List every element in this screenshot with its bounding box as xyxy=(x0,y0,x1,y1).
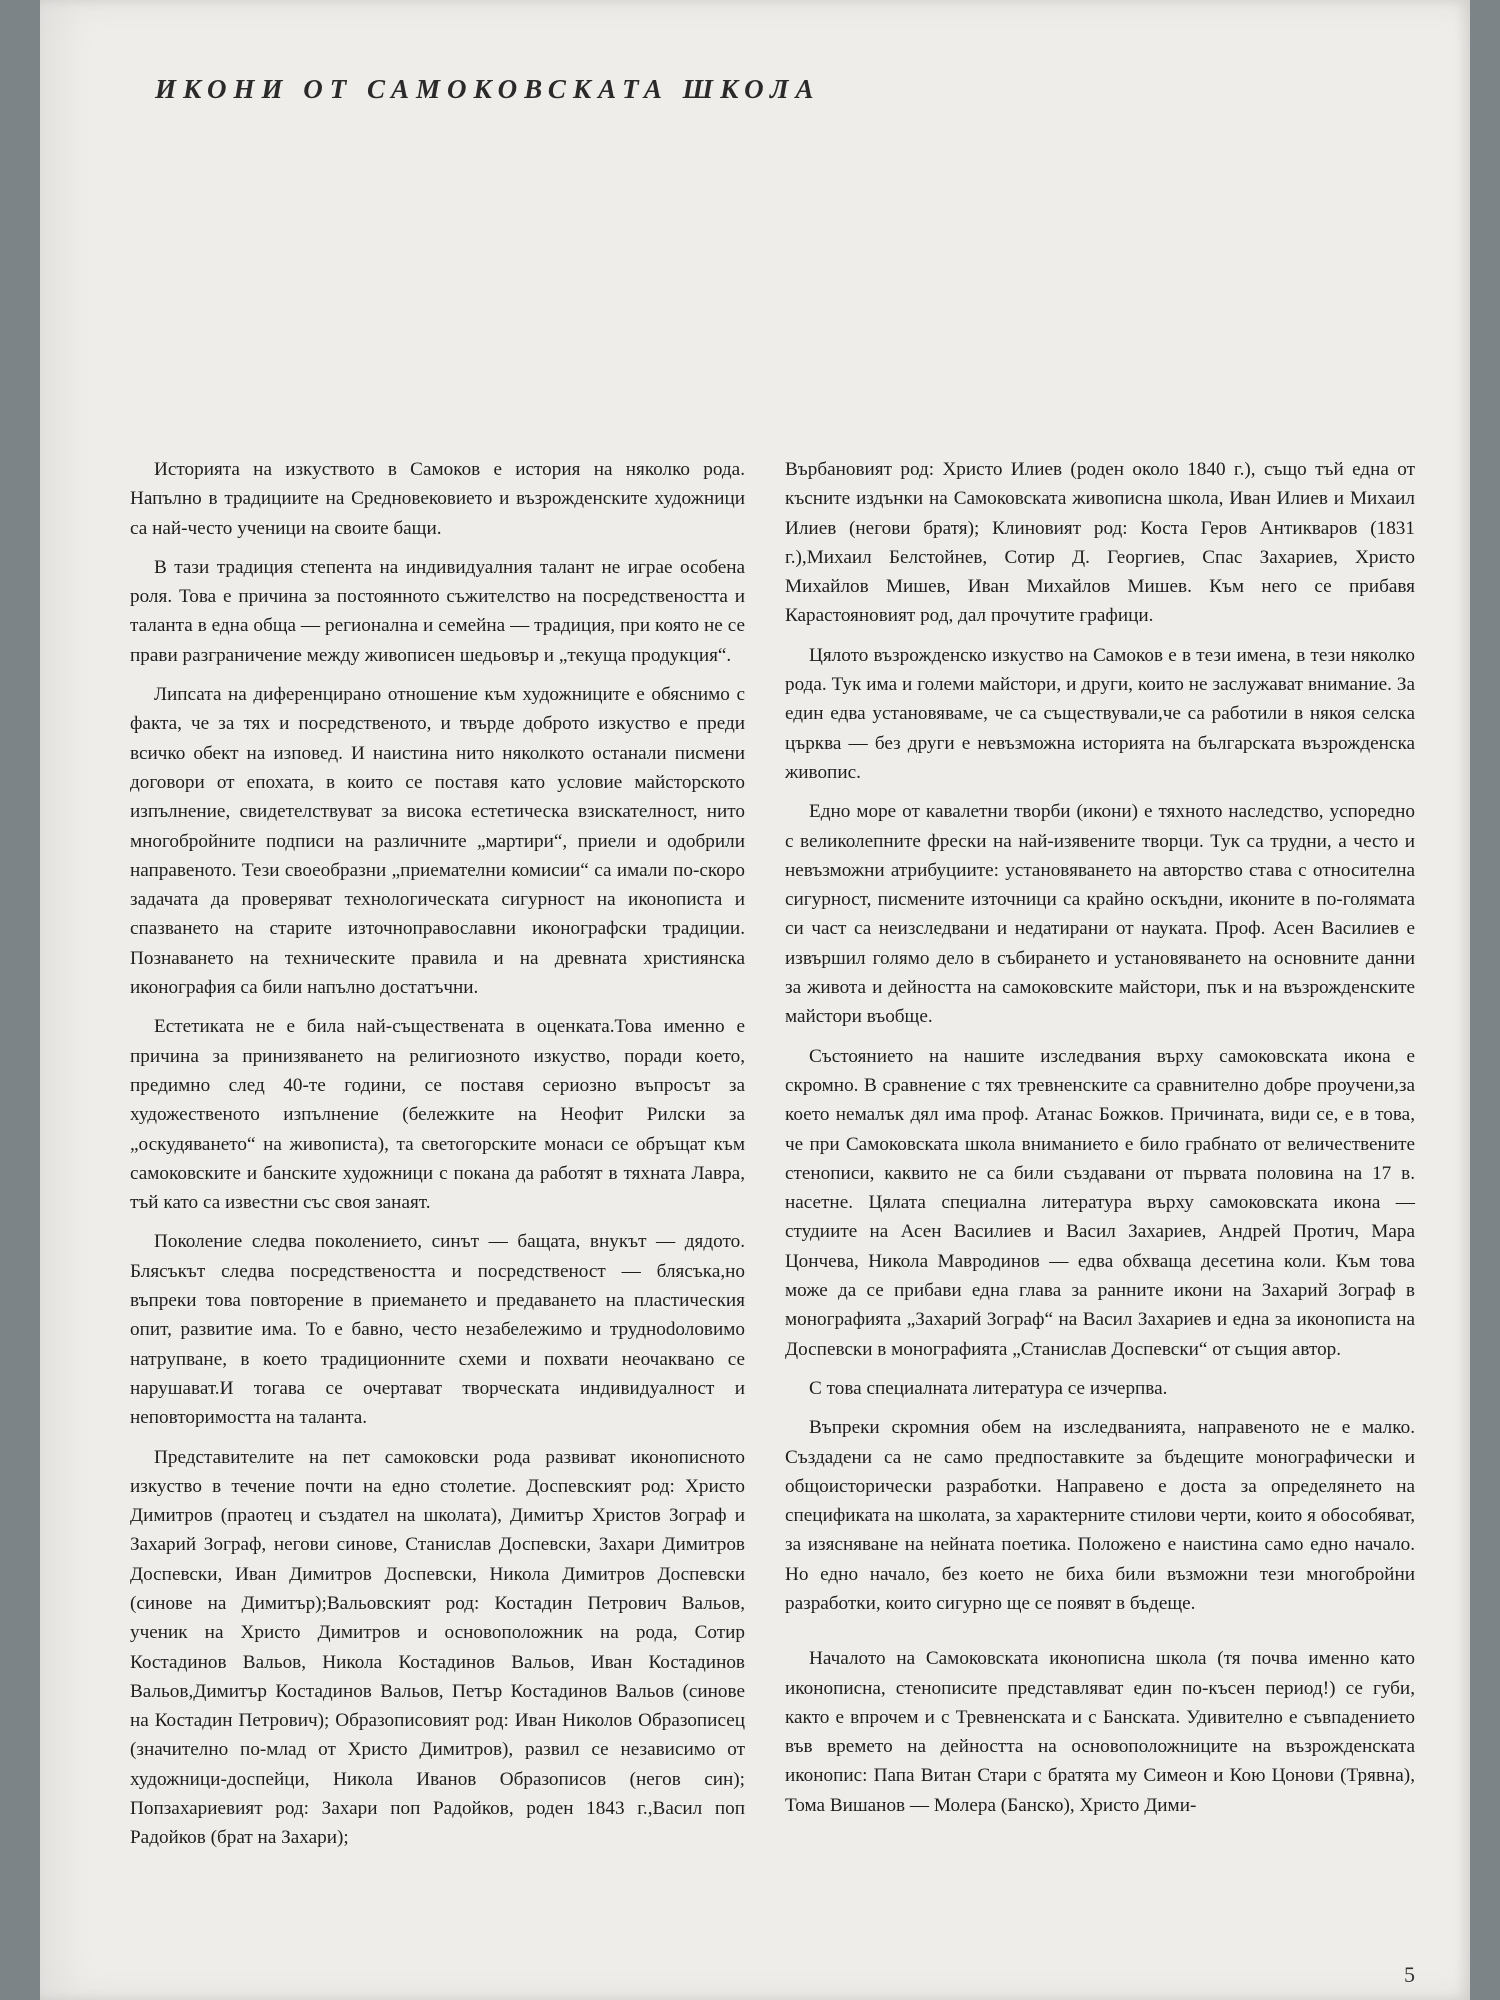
left-column xyxy=(130,455,745,1863)
paragraph: Върбановият род: Христо Илиев (роден около 1840 г.), също тъй една от късните издънки на Самоковската живописна школа, Иван Илиев и Михаил Илиев (негови братя); Клиновият род: Коста Геров Антикваров (1831 г.),Михаил Белстойнев, Сотир Д. Георгиев, Спас Захариев, Христо Михайлов Мишев, Иван Михайлов Мишев. Към него се прибавя Карастояновият род, дал прочутите графици. xyxy=(785,459,1415,627)
paragraph: В тази традиция степента на индивидуалния талант не играе особена роля. Това е причина за постоянното съжителство на посредствеността и таланта в една обща — регионална и семейна — традиция, при която не се прави разграничение между живописен шедьовър и „текуща продукция“. xyxy=(130,556,745,666)
paragraph: Въпреки скромния обем на изследванията, направеното не е малко. Създадени са не само предпоставките за бъдещите монографически и общоисторически разработки. Направено е доста за определянето на спецификата на школата, за характерните стилови черти, които я обособяват, за изясняване на нейната поетика. Положено е наистина само едно начало. Но едно начало, без което не биха били възможни тези многобройни разработки, които сигурно ще се появят в бъдеще. xyxy=(785,1417,1415,1614)
paragraph: Състоянието на нашите изследвания върху самоковската икона е скромно. В сравнение с тях тревненските са сравнително добре проучени,за което немалък дял има проф. Атанас Божков. Причината, види се, е в това, че при Самоковската школа вниманието е било грабнато от величествените стенописи, каквито не са били създавани от първата половина на 17 в. насетне. Цялата специална литература върху самоковската икона — студиите на Асен Василиев и Васил Захариев, Андрей Протич, Мара Цончева, Никола Мавродинов — едва обхваща десетина коли. Към това може да се прибави една глава за ранните икони на Захарий Зограф в монографията „Захарий Зограф“ на Васил Захариев и една за иконописта на Доспевски в монографията „Станислав Доспевски“ от същия автор. xyxy=(785,1045,1415,1360)
paragraph: Поколение следва поколението, синът — бащата, внукът — дядото. Блясъкът следва посредствеността и посредственост — блясъка,но въпреки това повторение в приемането и предаването на пластическия опит, развитие има. То е бавно, често незабележимо и трудноdоловимо натрупване, в което традиционните схеми и похвати неочаквано се нарушават.И тогава се очертават творческата индивидуалност и неповторимостта на таланта. xyxy=(130,1231,745,1429)
paragraph: Естетиката не е била най-съществената в оценката.Това именно е причина за принизяването на религиозното изкуство, поради което, предимно след 40-те години, се поставя сериозно въпросът за художественото изпълнение (бележките на Неофит Рилски за „оскудяването“ на живописта), та светогорските монаси се обръщат към самоковските и банските художници с покана да работят в тяхната Лавра, тъй като са известни със своя занаят. xyxy=(130,1016,745,1214)
paragraph: Началото на Самоковската иконописна школа (тя почва именно като иконописна, стенописите представляват един по-късен период!) се губи, както е впрочем и с Тревненската и с Банската. Удивително е съвпадението във времето на дейността на основоположниците на възрожденската иконопис: Папа Витан Стари с братята му Симеон и Кою Цонови (Трявна), Тома Вишанов — Молера (Банско), Христо Дими- xyxy=(785,1648,1415,1816)
paragraph: Липсата на диференцирано отношение към художниците е обяснимо с факта, че за тях и посредственото, и твърде доброто изкуство е преди всичко обект на изповед. И наистина нито няколкото останали писмени договори от епохата, в които се поставя като условие майсторското изпълнение, свидетелствуват за висока естетическа взискателност, нито многобройните подписи на различните „мартири“, приели и одобрили направеното. Тези своеобразни „приемателни комисии“ са имали по-скоро задачата да проверяват технологическата сигурност на иконописта и спазването на старите източноправославни иконографски традиции. Познаването на техническите правила и на древната християнска иконография са били напълно достатъчни. xyxy=(130,684,745,999)
paragraph: Историята на изкуството в Самоков е история на няколко рода. Напълно в традициите на Средновековието и възрожденските художници са най-често ученици на своите бащи. xyxy=(130,459,745,539)
book-page xyxy=(40,0,1470,2000)
right-column xyxy=(785,455,1415,1830)
paragraph: С това специалната литература се изчерпва. xyxy=(809,1377,1168,1399)
paragraph: Цялото възрожденско изкуство на Самоков е в тези имена, в тези няколко рода. Тук има и големи майстори, и други, които не заслужават внимание. За един едва установяваме, че са съществували,че са работили в някоя селска църква — без други е невъзможна историята на българската възрожденска живопис. xyxy=(785,644,1415,783)
paragraph: Представителите на пет самоковски рода развиват иконописното изкуство в течение почти на едно столетие. Доспевският род: Христо Димитров (праотец и създател на школата), Димитър Христов Зограф и Захарий Зограф, негови синове, Станислав Доспевски, Захари Димитров Доспевски, Иван Димитров Доспевски, Никола Димитров Доспевски (синове на Димитър);Вальовският род: Костадин Петрович Вальов, ученик на Христо Димитров и основоположник на рода, Сотир Костадинов Вальов, Никола Костадинов Вальов, Иван Костадинов Вальов,Димитър Костадинов Вальов, Петър Костадинов Вальов (синове на Костадин Петрович); Образописовият род: Иван Николов Образописец (значително по-млад от Христо Димитров), развил се независимо от художници-доспейци, Никола Иванов Образописов (негов син); Попзахариевият род: Захари поп Радойков, роден 1843 г.,Васил поп Радойков (брат на Захари); xyxy=(130,1446,745,1849)
paragraph: Едно море от кавалетни творби (икони) е тяхното наследство, успоредно с великолепните фрески на най-изявените творци. Тук са трудни, а често и невъзможни атрибуциите: установяването на авторство става с относителна сигурност, писмените източници са крайно оскъдни, иконите в по-голямата си част са неизследвани и недатирани от науката. Проф. Асен Василиев е извършил голямо дело в събирането и установяването на основните данни за живота и дейността на самоковските майстори, пък и на възрожденските майстори въобще. xyxy=(785,801,1415,1028)
page-title: ИКОНИ ОТ САМОКОВСКАТА ШКОЛА xyxy=(155,74,821,104)
page-number: 5 xyxy=(1404,1962,1415,1987)
